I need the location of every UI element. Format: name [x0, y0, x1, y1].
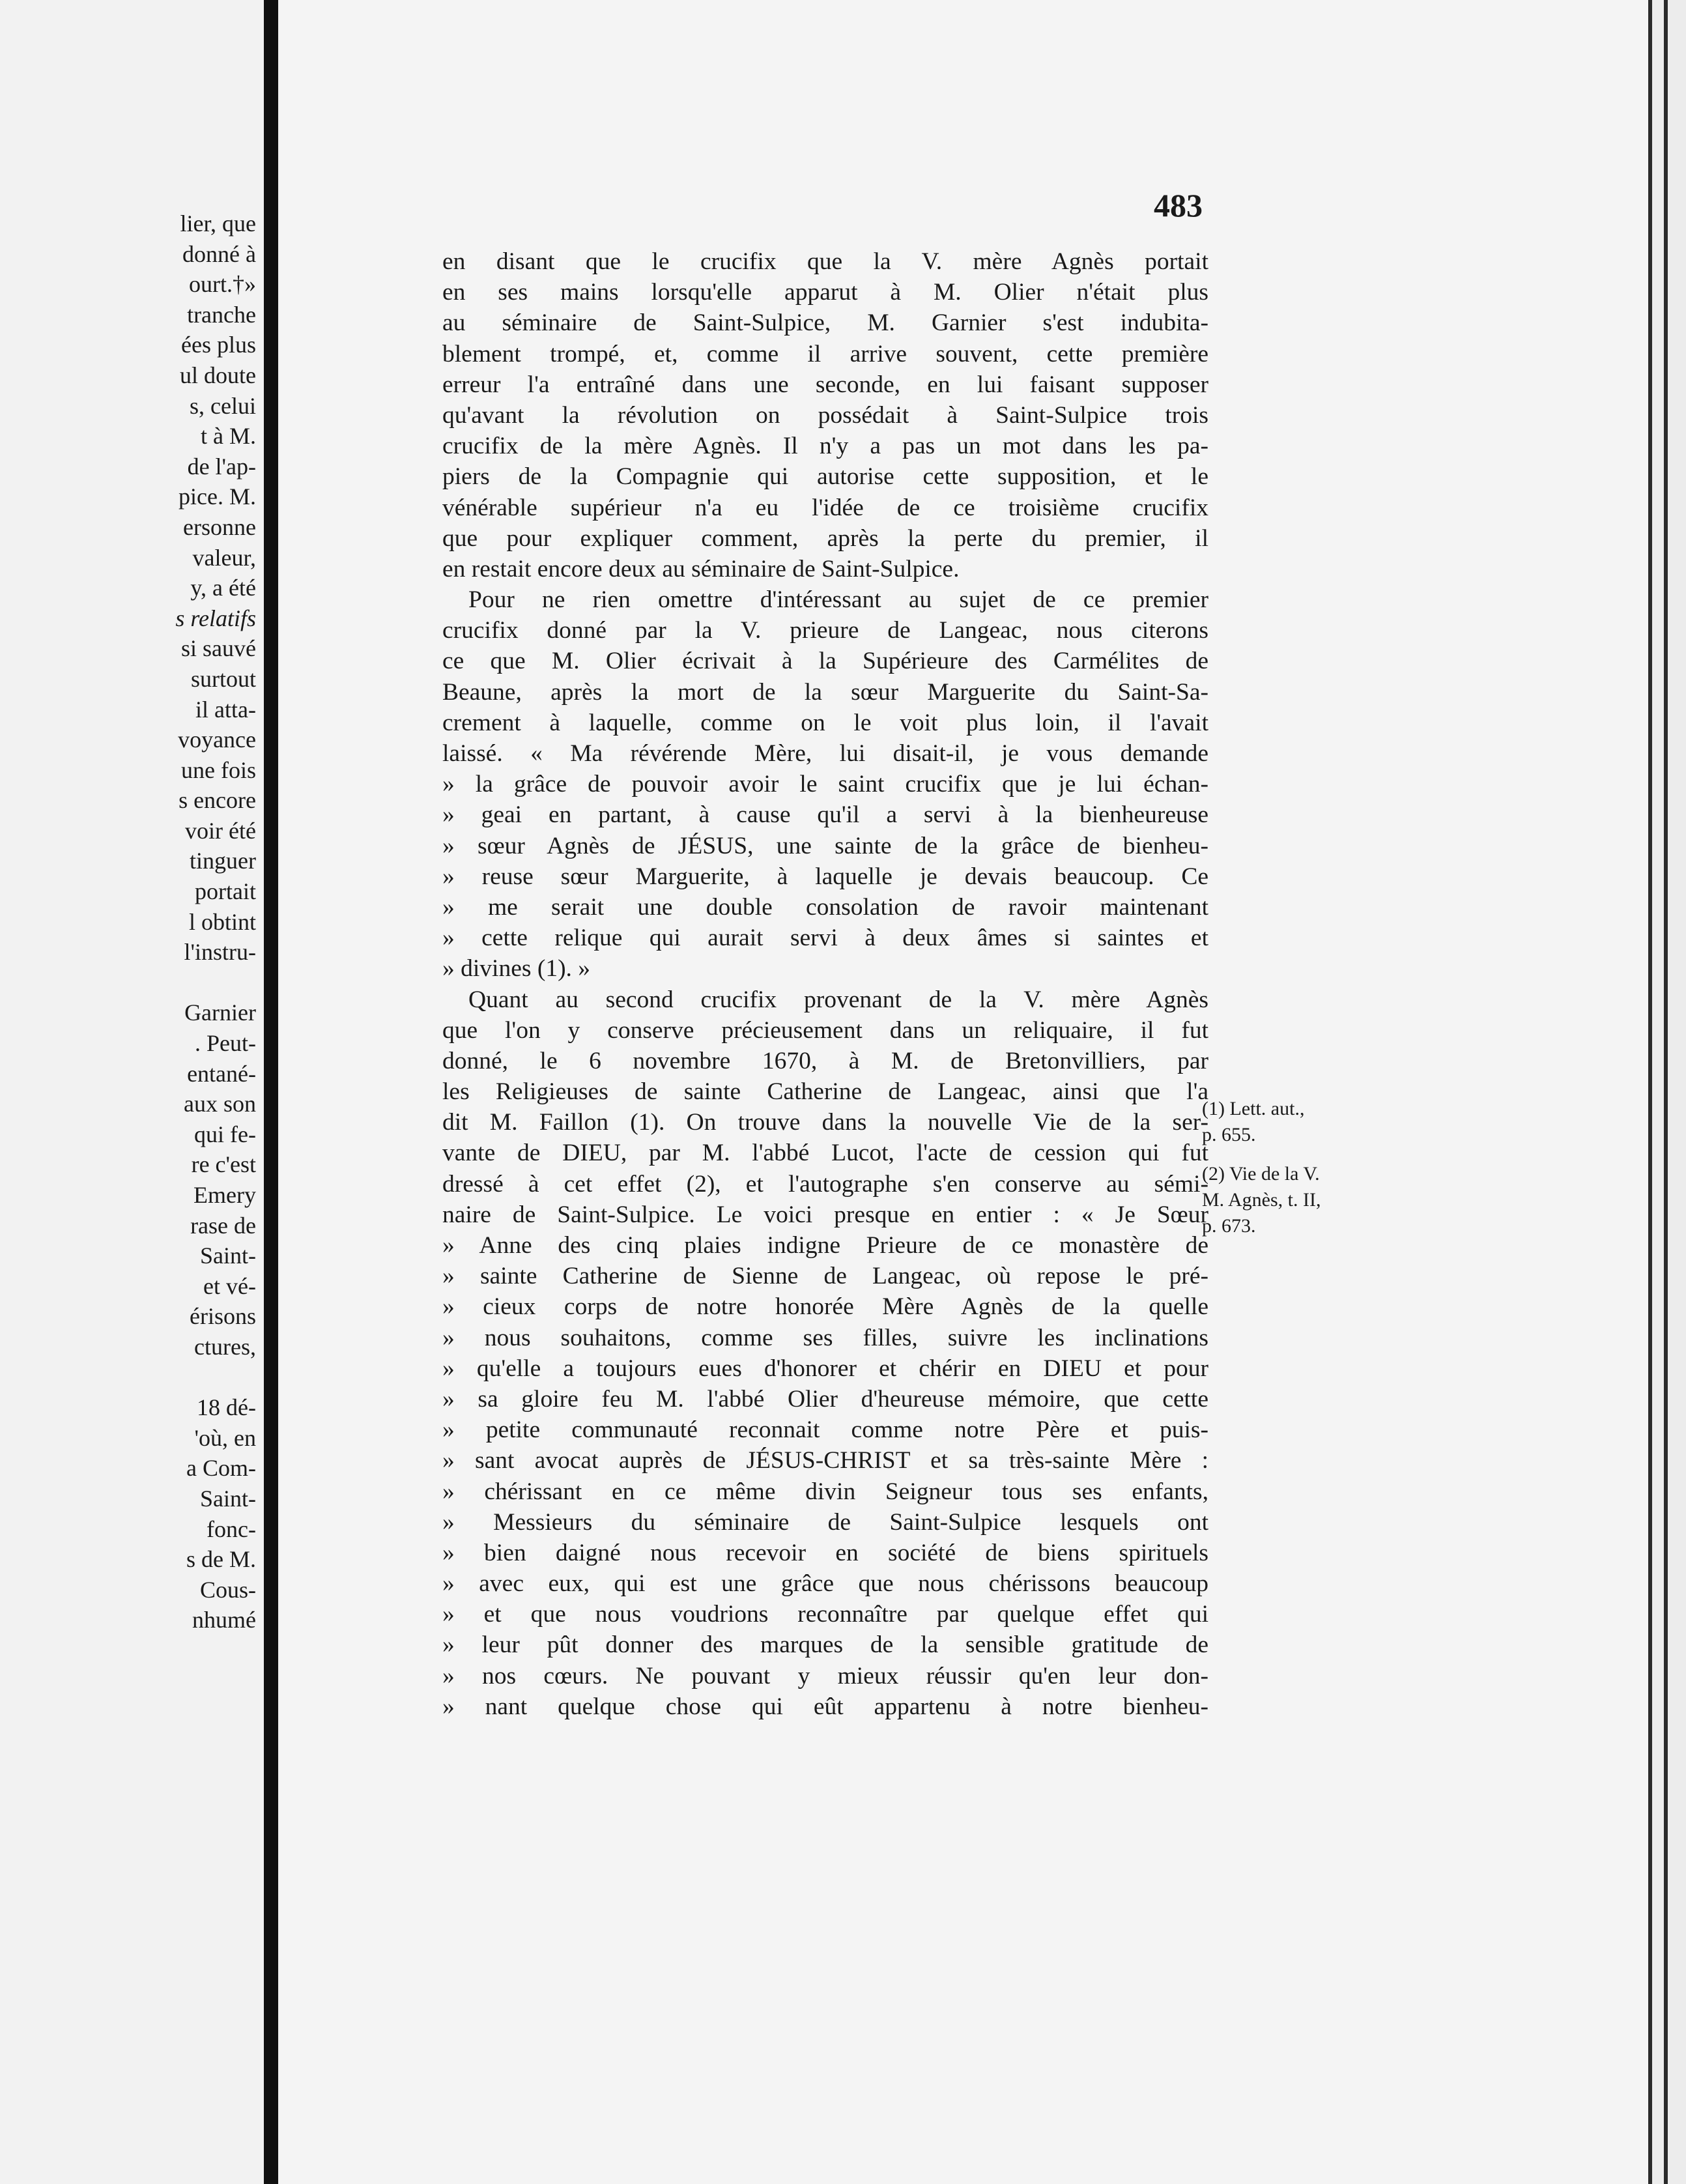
text-line: » sœur Agnès de JÉSUS, une sainte de la grâce de bienheu-	[442, 832, 1208, 859]
left-line: voyance	[178, 726, 256, 753]
text-line: » chérissant en ce même divin Seigneur tous ses enfants,	[442, 1478, 1208, 1505]
footnote-1	[1202, 1096, 1397, 1148]
footnote-line: (1) Lett. aut.,	[1202, 1098, 1305, 1119]
text-line: » Messieurs du séminaire de Saint-Sulpice lesquels ont	[442, 1508, 1208, 1536]
text-line: erreur l'a entraîné dans une seconde, en lui faisant supposer	[442, 371, 1208, 398]
margin-notes	[1202, 1096, 1397, 1252]
left-line-blank	[0, 1362, 256, 1393]
left-line: ctures,	[194, 1333, 256, 1360]
text-line: en restait encore deux au séminaire de Saint-Sulpice.	[442, 555, 960, 582]
left-line: Garnier	[184, 999, 256, 1026]
left-line: . Peut-	[195, 1030, 256, 1057]
left-line: fonc-	[207, 1516, 256, 1542]
left-line: y, a été	[190, 575, 256, 601]
left-line: re c'est	[191, 1151, 256, 1178]
footnote-line: (2) Vie de la V.	[1202, 1163, 1320, 1185]
left-line: nhumé	[192, 1607, 256, 1633]
text-line: Quant au second crucifix provenant de la V. mère Agnès	[468, 986, 1208, 1013]
text-line: » et que nous voudrions reconnaître par quelque effet qui	[442, 1601, 1208, 1628]
text-line: » sant avocat auprès de JÉSUS-CHRIST et sa très-sainte Mère :	[442, 1447, 1208, 1474]
page-edge-line	[1664, 0, 1668, 2184]
left-line: lier, que	[180, 210, 256, 237]
text-line: en disant que le crucifix que la V. mère Agnès portait	[442, 248, 1208, 275]
left-line: 18 dé-	[197, 1394, 256, 1421]
previous-page-text	[0, 208, 256, 1635]
left-line: Saint-	[200, 1485, 256, 1512]
left-line: portait	[195, 878, 256, 905]
left-line: érisons	[190, 1303, 256, 1330]
page-gutter	[264, 0, 278, 2184]
text-line: crucifix de la mère Agnès. Il n'y a pas un mot dans les pa-	[442, 433, 1208, 460]
left-line-blank	[0, 968, 256, 998]
left-line: Emery	[193, 1182, 256, 1208]
text-line: dressé à cet effet (2), et l'autographe s'en conserve au sémi-	[442, 1170, 1208, 1198]
left-line: a Com-	[186, 1455, 256, 1482]
text-line: » leur pût donner des marques de la sensible gratitude de	[442, 1631, 1208, 1659]
left-line: rase de	[190, 1212, 256, 1239]
left-line: 'où, en	[194, 1424, 256, 1451]
text-line: ce que M. Olier écrivait à la Supérieure des Carmélites de	[442, 648, 1208, 675]
text-line: au séminaire de Saint-Sulpice, M. Garnier s'est indubita-	[442, 309, 1208, 337]
text-line: crement à laquelle, comme on le voit plus loin, il l'avait	[442, 709, 1208, 736]
text-line: qu'avant la révolution on possédait à Saint-Sulpice trois	[442, 401, 1208, 429]
left-line: voir été	[185, 817, 256, 844]
text-line: » petite communauté reconnait comme notre Père et puis-	[442, 1416, 1208, 1444]
text-line: Beaune, après la mort de la sœur Marguerite du Saint-Sa-	[442, 678, 1208, 706]
text-line: crucifix donné par la V. prieure de Langeac, nous citerons	[442, 617, 1208, 644]
text-line: » nos cœurs. Ne pouvant y mieux réussir qu'en leur don-	[442, 1662, 1208, 1689]
text-line: » bien daigné nous recevoir en société de biens spirituels	[442, 1539, 1208, 1566]
left-line: entané-	[187, 1060, 256, 1087]
footnote-line: M. Agnès, t. II,	[1202, 1189, 1321, 1211]
text-line: en ses mains lorsqu'elle apparut à M. Olier n'était plus	[442, 279, 1208, 306]
left-line: ul doute	[180, 362, 256, 388]
text-line: les Religieuses de sainte Catherine de Langeac, ainsi que l'a	[442, 1078, 1208, 1106]
text-line: vénérable supérieur n'a eu l'idée de ce troisième crucifix	[442, 494, 1208, 521]
text-line: » sainte Catherine de Sienne de Langeac, où repose le pré-	[442, 1263, 1208, 1290]
left-line: il atta-	[195, 696, 256, 723]
left-line: tranche	[187, 301, 256, 328]
page-edge	[1648, 0, 1686, 2184]
left-line: donné à	[182, 240, 256, 267]
left-line: ersonne	[183, 513, 256, 540]
previous-page-fragment	[0, 0, 264, 2184]
left-line: Cous-	[199, 1576, 256, 1603]
page-body	[442, 246, 1208, 1722]
left-line: aux son	[184, 1091, 256, 1117]
left-line: surtout	[190, 665, 256, 692]
text-line: » divines (1). »	[442, 955, 591, 983]
left-line: s, celui	[190, 392, 256, 419]
left-line: si sauvé	[181, 635, 256, 662]
left-line: tinguer	[190, 848, 256, 874]
text-line: vante de DIEU, par M. l'abbé Lucot, l'acte de cession qui fut	[442, 1140, 1208, 1167]
footnote-line: p. 655.	[1202, 1124, 1256, 1145]
left-line: s relatifs	[175, 605, 256, 631]
left-line: de l'ap-	[187, 453, 256, 480]
left-line: valeur,	[192, 544, 256, 571]
text-line: piers de la Compagnie qui autorise cette supposition, et le	[442, 463, 1208, 491]
text-line: que pour expliquer comment, après la perte du premier, il	[442, 524, 1208, 552]
text-line: » qu'elle a toujours eues d'honorer et chérir en DIEU et pour	[442, 1355, 1208, 1382]
text-line: blement trompé, et, comme il arrive souvent, cette première	[442, 340, 1208, 367]
left-line: s encore	[179, 787, 256, 814]
text-line: » la grâce de pouvoir avoir le saint crucifix que je lui échan-	[442, 771, 1208, 798]
text-line: » nant quelque chose qui eût appartenu à notre bienheu-	[442, 1693, 1208, 1720]
left-line: s de M.	[186, 1546, 256, 1573]
left-line: t à M.	[201, 423, 256, 450]
left-line: une fois	[181, 756, 256, 783]
left-line: qui fe-	[194, 1121, 256, 1147]
footnote-2	[1202, 1161, 1397, 1239]
text-line: laissé. « Ma révérende Mère, lui disait-il, je vous demande	[442, 740, 1208, 767]
text-line: naire de Saint-Sulpice. Le voici presque en entier : « Je Sœur	[442, 1201, 1208, 1228]
left-line: l'instru-	[184, 939, 256, 966]
text-line: » Anne des cinq plaies indigne Prieure de ce monastère de	[442, 1232, 1208, 1259]
text-line: » geai en partant, à cause qu'il a servi à la bienheureuse	[442, 801, 1208, 829]
left-line: ourt.†»	[189, 271, 256, 298]
text-line: donné, le 6 novembre 1670, à M. de Bretonvilliers, par	[442, 1047, 1208, 1074]
footnote-line: p. 673.	[1202, 1215, 1256, 1237]
text-line: » cette relique qui aurait servi à deux âmes si saintes et	[442, 925, 1208, 952]
text-line: que l'on y conserve précieusement dans un reliquaire, il fut	[442, 1016, 1208, 1044]
text-line: » reuse sœur Marguerite, à laquelle je devais beaucoup. Ce	[442, 863, 1208, 890]
text-line: » avec eux, qui est une grâce que nous chérissons beaucoup	[442, 1570, 1208, 1598]
text-line: Pour ne rien omettre d'intéressant au sujet de ce premier	[468, 586, 1208, 614]
left-line: ées plus	[181, 332, 256, 358]
text-line: » me serait une double consolation de ravoir maintenant	[442, 893, 1208, 921]
text-line: dit M. Faillon (1). On trouve dans la nouvelle Vie de la ser-	[442, 1109, 1208, 1136]
text-line: » sa gloire feu M. l'abbé Olier d'heureuse mémoire, que cette	[442, 1385, 1208, 1413]
text-line: » cieux corps de notre honorée Mère Agnès de la quelle	[442, 1293, 1208, 1321]
left-line: et vé-	[203, 1272, 256, 1299]
text-line: » nous souhaitons, comme ses filles, suivre les inclinations	[442, 1324, 1208, 1351]
left-line: pice. M.	[179, 483, 256, 510]
page-number: 483	[1154, 187, 1203, 223]
left-line: Saint-	[200, 1243, 256, 1269]
left-line: l obtint	[188, 908, 256, 935]
